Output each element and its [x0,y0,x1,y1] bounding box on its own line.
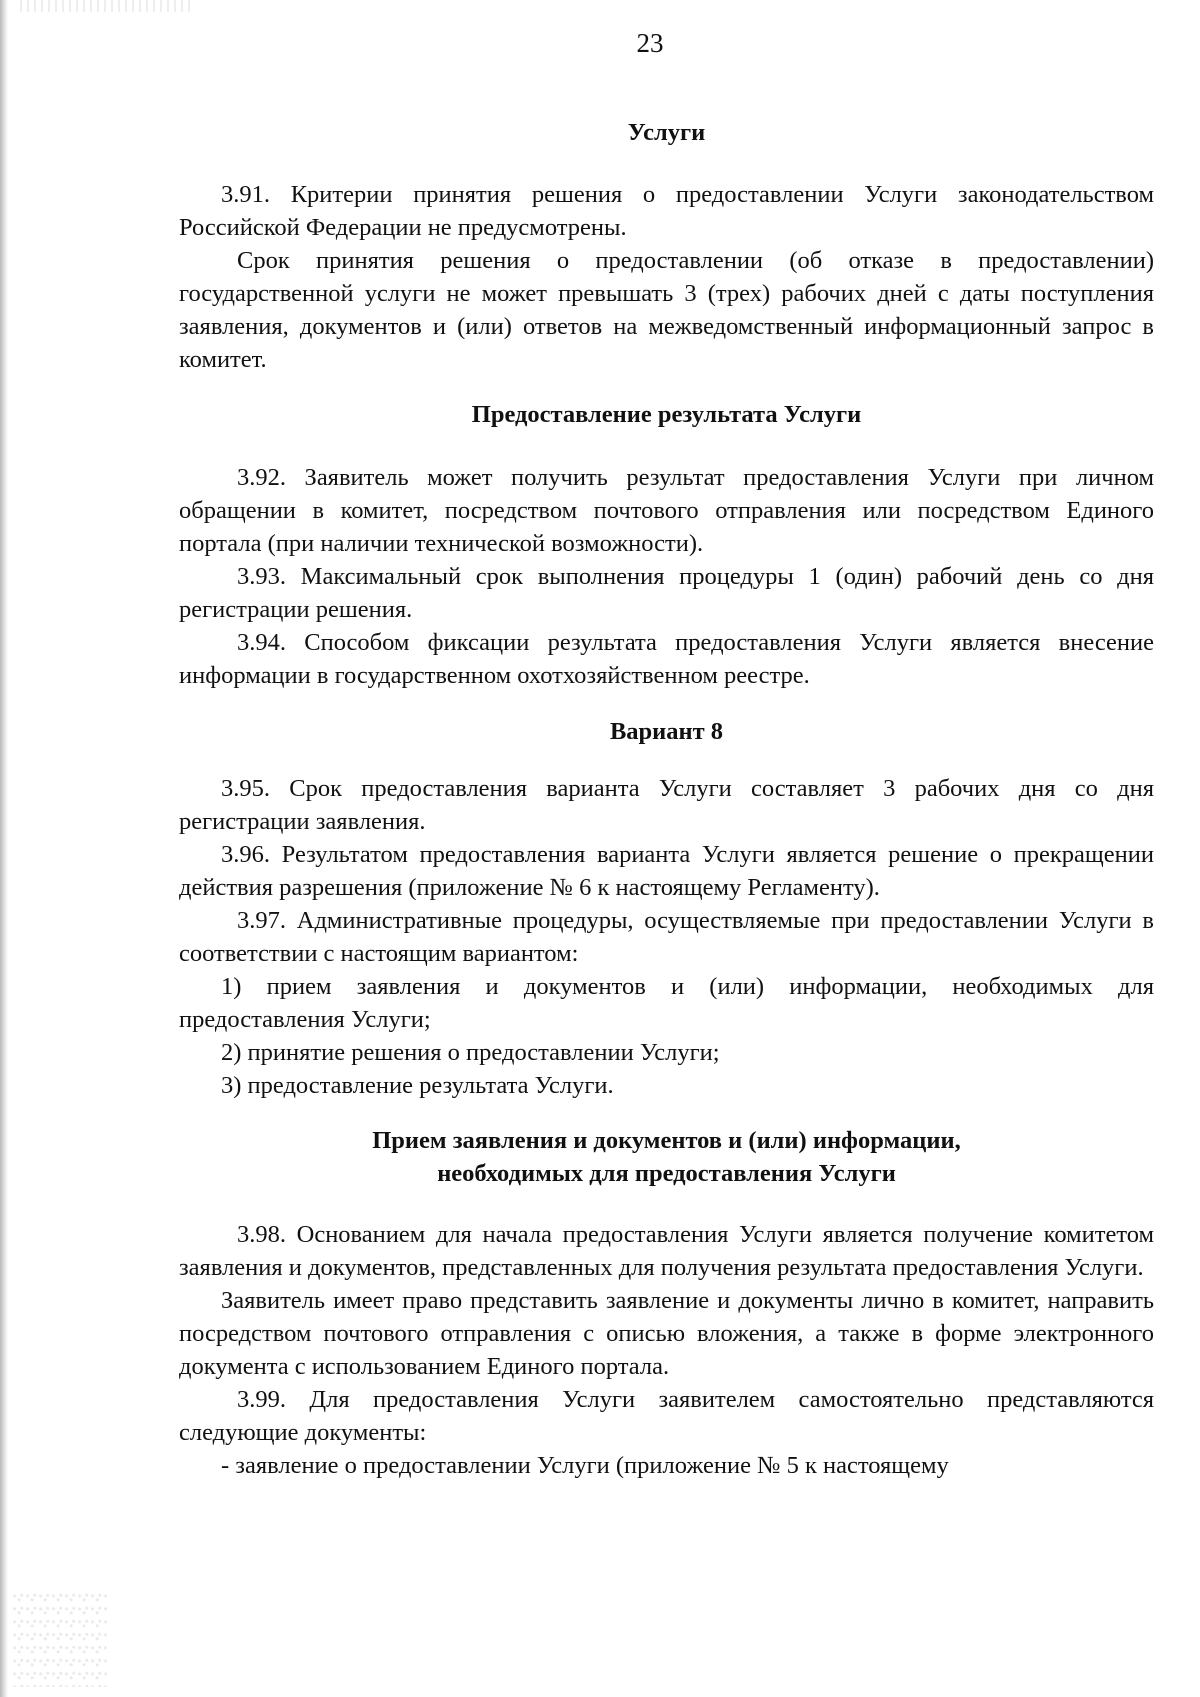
section-heading-result: Предоставление результата Услуги [471,401,862,428]
paragraph-3-93: 3.93. Максимальный срок выполнения процедуры 1 (один) рабочий день со дня регистрации решения. [179,563,1154,623]
page-number: 23 [636,28,664,58]
scan-edge-shadow [0,0,8,1697]
paragraph-3-97: 3.97. Административные процедуры, осуществляемые при предоставлении Услуги в соответствии с настоящим вариантом: [179,907,1154,967]
list-item-3: 3) предоставление результата Услуги. [221,1072,614,1099]
section-heading-variant: Вариант 8 [609,718,724,745]
paragraph-3-99: 3.99. Для предоставления Услуги заявителем самостоятельно представляются следующие документы: [179,1386,1154,1446]
paragraph-3-92: 3.92. Заявитель может получить результат предоставления Услуги при личном обращении в комитет, посредством почтового отправления или посредством Единого портала (при наличии технической возможности). [179,464,1154,557]
paragraph-3-91-term: Срок принятия решения о предоставлении (об отказе в предоставлении) государственной услуги не может превышать 3 (трех) рабочих дней с даты поступления заявления, документов и (или) ответов на межведомственный информационный запрос в комитет. [179,247,1154,373]
document-body [179,116,1154,1482]
scan-noise-bottom [12,1592,107,1687]
section-heading-priem-line2: необходимых для предоставления Услуги [437,1160,896,1187]
paragraph-3-96: 3.96. Результатом предоставления варианта Услуги является решение о прекращении действия разрешения (приложение № 6 к настоящему Регламенту). [179,841,1154,901]
paragraph-3-91: 3.91. Критерии принятия решения о предоставлении Услуги законодательством Российской Федерации не предусмотрены. [179,181,1154,241]
paragraph-3-98-right: Заявитель имеет право представить заявление и документы лично в комитет, направить посредством почтового отправления с описью вложения, а также в форме электронного документа с использованием Единого портала. [179,1287,1154,1380]
section-heading-uslugi: Услуги [627,119,706,146]
paragraph-3-95: 3.95. Срок предоставления варианта Услуги составляет 3 рабочих дня со дня регистрации заявления. [179,775,1154,835]
list-item-1: 1) прием заявления и документов и (или) информации, необходимых для предоставления Услуги; [179,973,1154,1033]
list-item-2: 2) принятие решения о предоставлении Услуги; [221,1039,720,1066]
section-heading-priem-line1: Прием заявления и документов и (или) информации, [372,1127,961,1154]
paragraph-3-98: 3.98. Основанием для начала предоставления Услуги является получение комитетом заявления и документов, представленных для получения результата предоставления Услуги. [179,1221,1154,1281]
dash-item-1: - заявление о предоставлении Услуги (приложение № 5 к настоящему [221,1452,949,1479]
paragraph-3-94: 3.94. Способом фиксации результата предоставления Услуги является внесение информации в государственном охотхозяйственном реестре. [179,629,1154,689]
scan-noise-top [20,0,190,12]
